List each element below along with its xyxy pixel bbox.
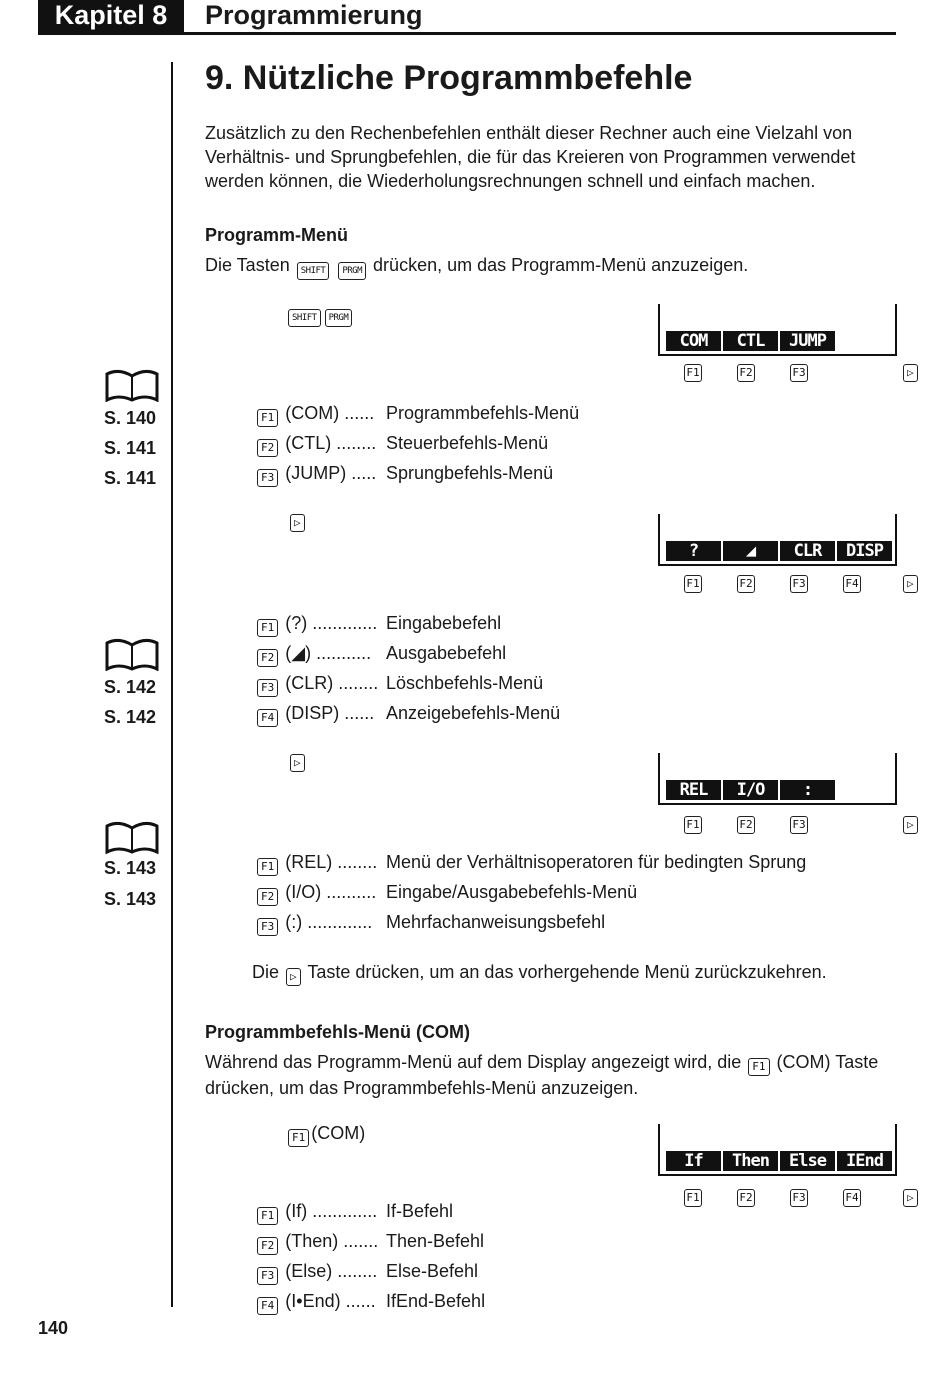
lcd-cell xyxy=(837,331,892,351)
book-icon xyxy=(105,637,159,671)
page-ref: S. 143 xyxy=(104,889,157,909)
f3-key-icon: F3 xyxy=(257,679,278,697)
fkey-row-3 xyxy=(682,816,841,834)
lcd-cell: CLR xyxy=(780,541,835,561)
page-ref: S. 143 xyxy=(104,858,157,878)
op-shift-prgm xyxy=(286,302,354,327)
lcd-screen-4 xyxy=(658,1124,897,1176)
page-ref: S. 141 xyxy=(104,438,157,458)
f2-key-icon: F2 xyxy=(257,439,278,457)
lcd-screen-3 xyxy=(658,753,897,805)
f3-key-icon: F3 xyxy=(257,469,278,487)
f3-key-icon: F3 xyxy=(257,1267,278,1285)
lcd-cell: CTL xyxy=(723,331,778,351)
menu-item: F2 (I/O) .......... Eingabe/Ausgabebefehls-Menü xyxy=(255,881,376,906)
lcd-cell: Else xyxy=(780,1151,835,1171)
f1-key-icon: F1 xyxy=(257,1207,278,1225)
f4-key-icon: F4 xyxy=(257,1297,278,1315)
shift-key-icon: SHIFT xyxy=(297,262,330,280)
menu-item: F3 (CLR) ........ Löschbefehls-Menü xyxy=(255,672,378,697)
lcd-cell: REL xyxy=(666,780,721,800)
book-icon xyxy=(105,368,159,402)
prgm-key-icon: PRGM xyxy=(338,262,366,280)
menu-item: F1 (If) ............. If-Befehl xyxy=(255,1200,377,1225)
header-rule xyxy=(38,32,896,35)
f2-key-icon: F2 xyxy=(737,1189,755,1207)
op-f1-com: F1 (COM) xyxy=(286,1123,365,1147)
lcd-cell: JUMP xyxy=(780,331,835,351)
f1-key-icon: F1 xyxy=(257,858,278,876)
menu-item: F2 (◢) ........... Ausgabebefehl xyxy=(255,642,371,667)
f1-key-icon: F1 xyxy=(257,619,278,637)
menu-item: F1 (REL) ........ Menü der Verhältnisoperatoren für bedingten Sprung xyxy=(255,851,377,876)
f2-key-icon: F2 xyxy=(257,888,278,906)
lcd-cell: : xyxy=(780,780,835,800)
page-ref: S. 141 xyxy=(104,468,157,488)
next-key-icon: ▷ xyxy=(290,514,305,532)
f2-key-icon: F2 xyxy=(737,575,755,593)
f2-key-icon: F2 xyxy=(257,649,278,667)
menu-item: F3 (Else) ........ Else-Befehl xyxy=(255,1260,377,1285)
margin-rule xyxy=(171,62,173,1307)
f4-key-icon: F4 xyxy=(843,1189,861,1207)
f1-key-icon: F1 xyxy=(748,1058,769,1076)
f3-key-icon: F3 xyxy=(790,1189,808,1207)
f1-key-icon: F1 xyxy=(684,1189,702,1207)
next-key-icon: ▷ xyxy=(903,1189,918,1207)
f3-key-icon: F3 xyxy=(790,364,808,382)
menu-item: F4 (DISP) ...... Anzeigebefehls-Menü xyxy=(255,702,374,727)
book-icon xyxy=(105,820,159,854)
lcd-screen-2 xyxy=(658,514,897,566)
lcd-cell: DISP xyxy=(837,541,892,561)
lcd-cell: If xyxy=(666,1151,721,1171)
next-key-icon: ▷ xyxy=(286,968,301,986)
page-ref: S. 142 xyxy=(104,707,157,727)
fkey-row-2 xyxy=(682,575,894,593)
lcd-cell: COM xyxy=(666,331,721,351)
menu-item: F1 (?) ............. Eingabebefehl xyxy=(255,612,377,637)
program-menu-text: Die Tasten SHIFT PRGM drücken, um das Programm-Menü anzuzeigen. xyxy=(205,253,905,280)
menu-item: F1 (COM) ...... Programmbefehls-Menü xyxy=(255,402,374,427)
f3-key-icon: F3 xyxy=(790,575,808,593)
fkey-row-4 xyxy=(682,1189,894,1207)
menu-item: F2 (Then) ....... Then-Befehl xyxy=(255,1230,378,1255)
fkey-row-1 xyxy=(682,364,841,382)
menu-item: F3 (:) ............. Mehrfachanweisungsbefehl xyxy=(255,911,372,936)
menu-item: F2 (CTL) ........ Steuerbefehls-Menü xyxy=(255,432,376,457)
lcd-cell: I/O xyxy=(723,780,778,800)
lcd-screen-1 xyxy=(658,304,897,356)
menu-item: F4 (I•End) ...... IfEnd-Befehl xyxy=(255,1290,376,1315)
lcd-cell: IEnd xyxy=(837,1151,892,1171)
next-key-icon: ▷ xyxy=(903,575,918,593)
com-menu-heading: Programmbefehls-Menü (COM) xyxy=(205,1022,471,1042)
f1-key-icon: F1 xyxy=(684,575,702,593)
f3-key-icon: F3 xyxy=(257,918,278,936)
next-key-icon: ▷ xyxy=(903,816,918,834)
return-note: Die ▷ Taste drücken, um an das vorhergehende Menü zurückzukehren. xyxy=(252,960,902,986)
f1-key-icon: F1 xyxy=(684,816,702,834)
lcd-cell xyxy=(837,780,892,800)
program-menu-heading: Programm-Menü xyxy=(205,225,349,245)
f1-key-icon: F1 xyxy=(684,364,702,382)
f1-key-icon: F1 xyxy=(257,409,278,427)
f4-key-icon: F4 xyxy=(257,709,278,727)
f1-key-icon: F1 xyxy=(288,1129,309,1147)
lcd-cell: ? xyxy=(666,541,721,561)
page-ref: S. 142 xyxy=(104,677,157,697)
next-key-icon: ▷ xyxy=(903,364,918,382)
intro-paragraph: Zusätzlich zu den Rechenbefehlen enthält dieser Rechner auch eine Vielzahl von Verhältnis- und Sprungbefehlen, die für das Kreieren von Programmen verwendet werden können, die Wiederholungsrechnungen schnell und einfach machen. xyxy=(205,123,856,191)
section-title: 9. Nützliche Programmbefehle xyxy=(205,59,693,97)
f3-key-icon: F3 xyxy=(790,816,808,834)
prgm-key-icon: PRGM xyxy=(325,309,353,327)
page-ref: S. 140 xyxy=(104,408,157,428)
lcd-cell: ◢ xyxy=(723,541,778,561)
chapter-title: Programmierung xyxy=(205,0,423,30)
f2-key-icon: F2 xyxy=(737,816,755,834)
f2-key-icon: F2 xyxy=(737,364,755,382)
f4-key-icon: F4 xyxy=(843,575,861,593)
next-key-icon: ▷ xyxy=(290,754,305,772)
shift-key-icon: SHIFT xyxy=(288,309,321,327)
page-number: 140 xyxy=(38,1318,69,1338)
com-menu-text: Während das Programm-Menü auf dem Display angezeigt wird, die F1 (COM) Taste drücken, um das Programmbefehls-Menü anzuzeigen. xyxy=(205,1052,879,1098)
f2-key-icon: F2 xyxy=(257,1237,278,1255)
lcd-cell: Then xyxy=(723,1151,778,1171)
chapter-label: Kapitel 8 xyxy=(38,0,184,33)
menu-item: F3 (JUMP) ..... Sprungbefehls-Menü xyxy=(255,462,376,487)
